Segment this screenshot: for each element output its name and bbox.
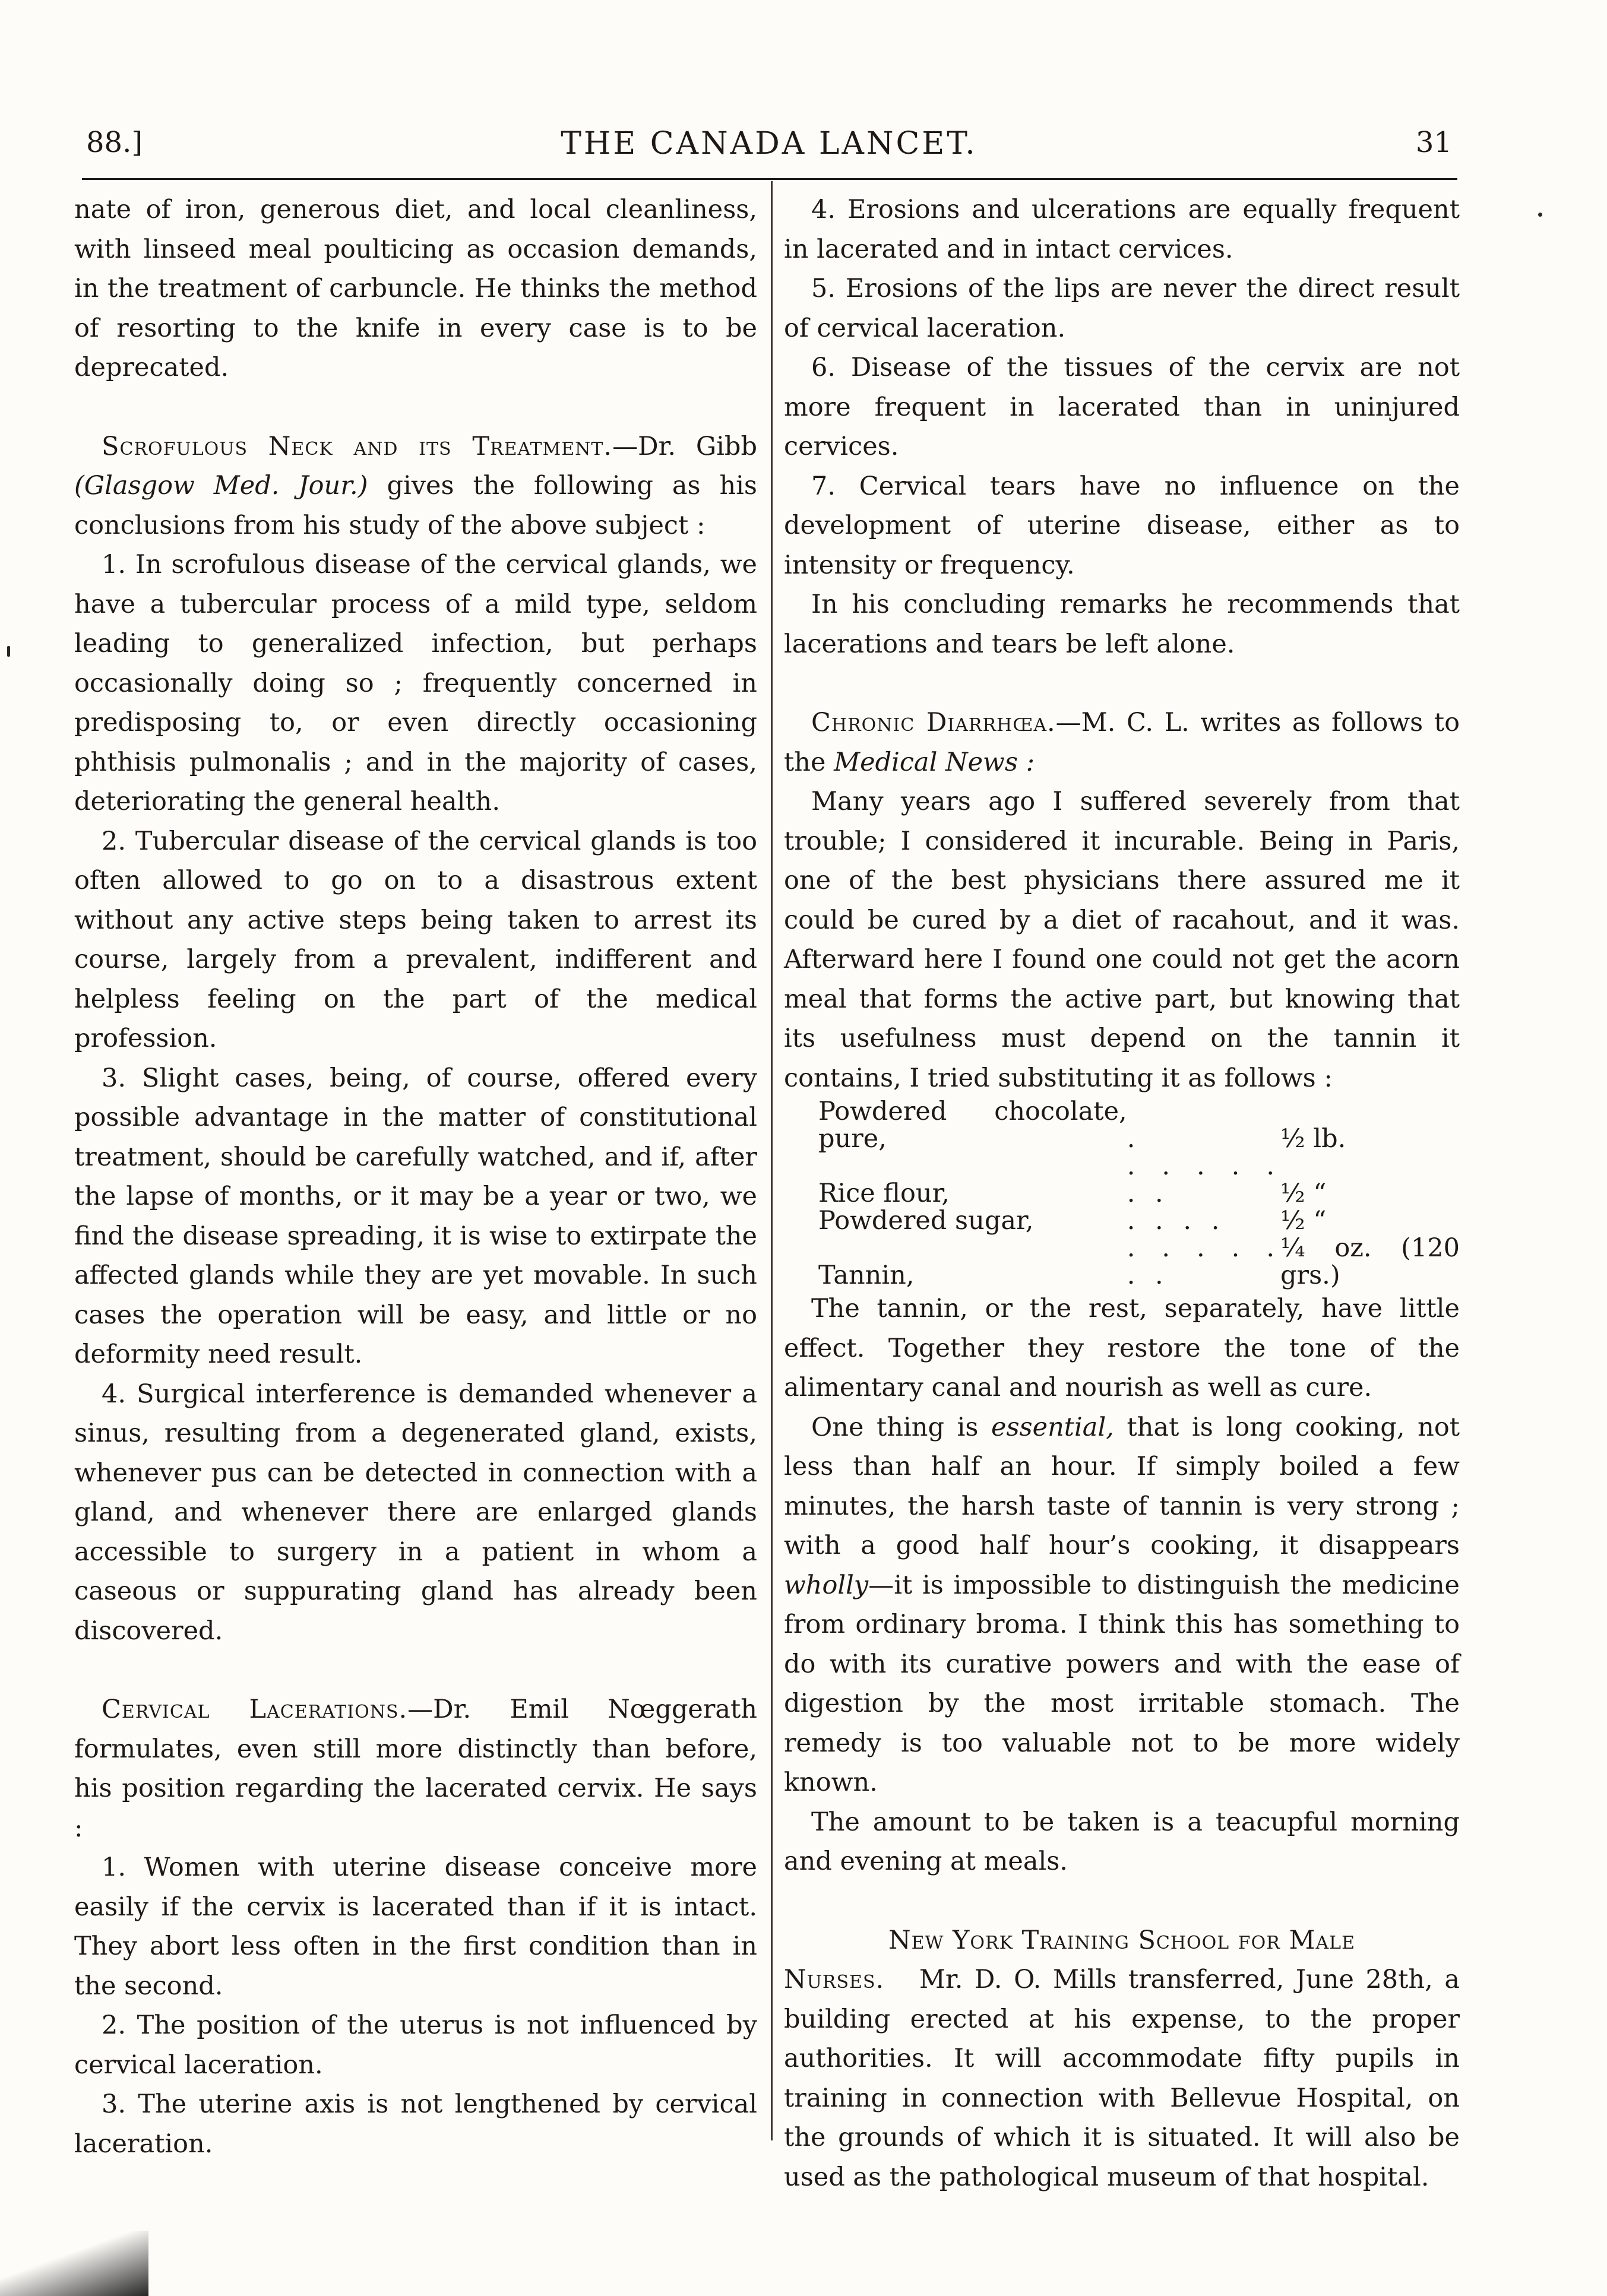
diarrhoea-intro: [784, 703, 1460, 782]
column-divider: [771, 181, 773, 2140]
emphasis-essential: essential,: [991, 1412, 1114, 1442]
running-header: [86, 126, 1452, 179]
page-number: 31: [1415, 126, 1452, 159]
recipe-row: [818, 1234, 1460, 1289]
recipe-quantity: ½ “: [1280, 1179, 1327, 1208]
cervical-heading: Cervical Lacerations.: [102, 1695, 408, 1724]
para-text: —it is impossible to distinguish the medicine from ordinary broma. I think this has something to do with its curative powers and with the ease of digestion by the most irritable stomach. The remedy is too valuable not to be more widely known.: [784, 1570, 1460, 1797]
header-rule: [82, 178, 1457, 180]
recipe-dots: .: [1127, 1124, 1141, 1154]
cervical-point: 4. Erosions and ulcerations are equally frequent in lacerated and in intact cervices.: [784, 195, 1460, 264]
scrofulous-point: 3. Slight cases, being, of course, offered every possible advantage in the matter of constitutional treatment, should be carefully watched, and if, after the lapse of months, or it may be a year or two, we find the disease spreading, it is wise to extirpate the affected glands while they are yet movable. In such cases the operation will be easy, and little or no deformity need result.: [74, 1063, 757, 1369]
recipe-quantity: ¼ oz. (120 grs.): [1280, 1233, 1460, 1290]
right-column: [784, 190, 1460, 2197]
stray-mark: [7, 646, 10, 657]
cervical-point: 5. Erosions of the lips are never the direct result of cervical laceration.: [784, 274, 1460, 343]
scrofulous-intro-dr: —Dr. Gibb: [612, 431, 757, 461]
cervical-point: 7. Cervical tears have no influence on the development of uterine disease, either as to intensity or frequency.: [784, 471, 1460, 580]
recipe-row: [818, 1098, 1460, 1152]
scrofulous-source: (Glasgow Med. Jour.): [74, 471, 368, 501]
emphasis-wholly: wholly: [784, 1570, 869, 1600]
diarrhoea-paragraph: Many years ago I suffered severely from that trouble; I considered it incurable. Being in Paris, one of the best physicians there assured me it could be cured by a diet of racahout, and it was. Afterward here I found one could not get the acorn meal that forms the active part, but knowing that its usefulness must depend on the tannin it contains, I tried substituting it as follows :: [784, 787, 1460, 1093]
diarrhoea-source: Medical News :: [834, 747, 1035, 777]
recipe-quantity: ½ “: [1280, 1206, 1327, 1236]
recipe-dots: . . . .: [1127, 1206, 1226, 1236]
recipe-row: [818, 1207, 1460, 1234]
recipe-item: Powdered chocolate, pure,: [818, 1097, 1127, 1154]
para-text: One thing is: [811, 1412, 992, 1442]
diarrhoea-paragraph: The amount to be taken is a teacupful morning and evening at meals.: [784, 1807, 1460, 1876]
cervical-point: 6. Disease of the tissues of the cervix are not more frequent in lacerated than in uninjured cervices.: [784, 353, 1460, 461]
diarrhoea-paragraph: The tannin, or the rest, separately, have little effect. Together they restore the tone of the alimentary canal and nourish as well as cure.: [784, 1294, 1460, 1402]
scrofulous-intro-rest: gives the following as his conclusions from his study of the above subject :: [74, 471, 758, 540]
scrofulous-point: 4. Surgical interference is demanded whenever a sinus, resulting from a degenerated gland, exists, whenever pus can be detected in connection with a gland, and whenever there are enlarged glands accessible to surgery in a patient in whom a caseous or suppurating gland has already been discovered.: [74, 1379, 757, 1646]
recipe-row: [818, 1152, 1460, 1207]
folio-marker: 88.]: [86, 126, 143, 159]
diarrhoea-paragraph: [784, 1408, 1460, 1803]
journal-title: THE CANADA LANCET.: [561, 126, 978, 161]
recipe-quantity: ½ lb.: [1280, 1124, 1346, 1154]
stray-mark: [1538, 213, 1542, 217]
cervical-conclusion: In his concluding remarks he recommends that lacerations and tears be left alone.: [784, 590, 1460, 659]
training-heading-cont: Nurses.: [784, 1965, 885, 1994]
recipe-item: Rice flour,: [818, 1179, 950, 1208]
scrofulous-heading: Scrofulous Neck and its Treatment.: [102, 431, 613, 461]
recipe-dots: . . . . . . .: [1127, 1151, 1281, 1208]
cervical-intro: [74, 1690, 757, 1848]
carryover-paragraph: nate of iron, generous diet, and local cleanliness, with linseed meal poulticing as occasion demands, in the treatment of carbuncle. He thinks the method of resorting to the knife in every case is to be deprecated.: [74, 195, 757, 382]
scrofulous-point: 2. Tubercular disease of the cervical glands is too often allowed to go on to a disastrous extent without any active steps being taken to arrest its course, largely from a prevalent, indifferent and helpless feeling on the part of the medical profession.: [74, 826, 757, 1053]
scan-shadow: [0, 2231, 148, 2296]
recipe-table: [818, 1098, 1460, 1289]
cervical-point: 2. The position of the uterus is not influenced by cervical laceration.: [74, 2010, 757, 2080]
diarrhoea-intro-text: —M. C. L. writes as follows to the: [784, 708, 1460, 777]
recipe-item: Tannin,: [818, 1261, 915, 1290]
scrofulous-point: 1. In scrofulous disease of the cervical glands, we have a tubercular process of a mild type, seldom leading to generalized infection, but perhaps occasionally doing so ; frequently concerned in predisposing to, or even directly occasioning phthisis pulmonalis ; and in the majority of cases, deteriorating the general health.: [74, 550, 757, 816]
recipe-item: Powdered sugar,: [818, 1206, 1034, 1236]
training-body: Mr. D. O. Mills transferred, June 28th, a building erected at his expense, to the proper authorities. It will accommodate fifty pupils in training in connection with Bellevue Hospital, on the grounds of which it is situated. It will also be used as the pathological museum of that hospital.: [784, 1965, 1460, 2192]
cervical-intro-text: —Dr. Emil Nœggerath formulates, even still more distinctly than before, his position regarding the lacerated cervix. He says :: [74, 1695, 757, 1843]
recipe-dots: . . . . . . .: [1127, 1233, 1281, 1290]
left-column: [74, 190, 757, 2164]
training-heading: New York Training School for Male: [888, 1925, 1355, 1955]
cervical-point: 3. The uterine axis is not lengthened by cervical laceration.: [74, 2089, 757, 2159]
para-text: that is long cooking, not less than half an hour. If simply boiled a few minutes, the harsh taste of tannin is very strong ; with a good half hour’s cooking, it disappears: [784, 1412, 1460, 1560]
scrofulous-intro: [74, 427, 757, 546]
cervical-point: 1. Women with uterine disease conceive more easily if the cervix is lacerated than if it is intact. They abort less often in the first condition than in the second.: [74, 1852, 757, 2001]
diarrhoea-heading: Chronic Diarrhœa.: [811, 708, 1056, 737]
training-paragraph: [784, 1960, 1460, 2197]
